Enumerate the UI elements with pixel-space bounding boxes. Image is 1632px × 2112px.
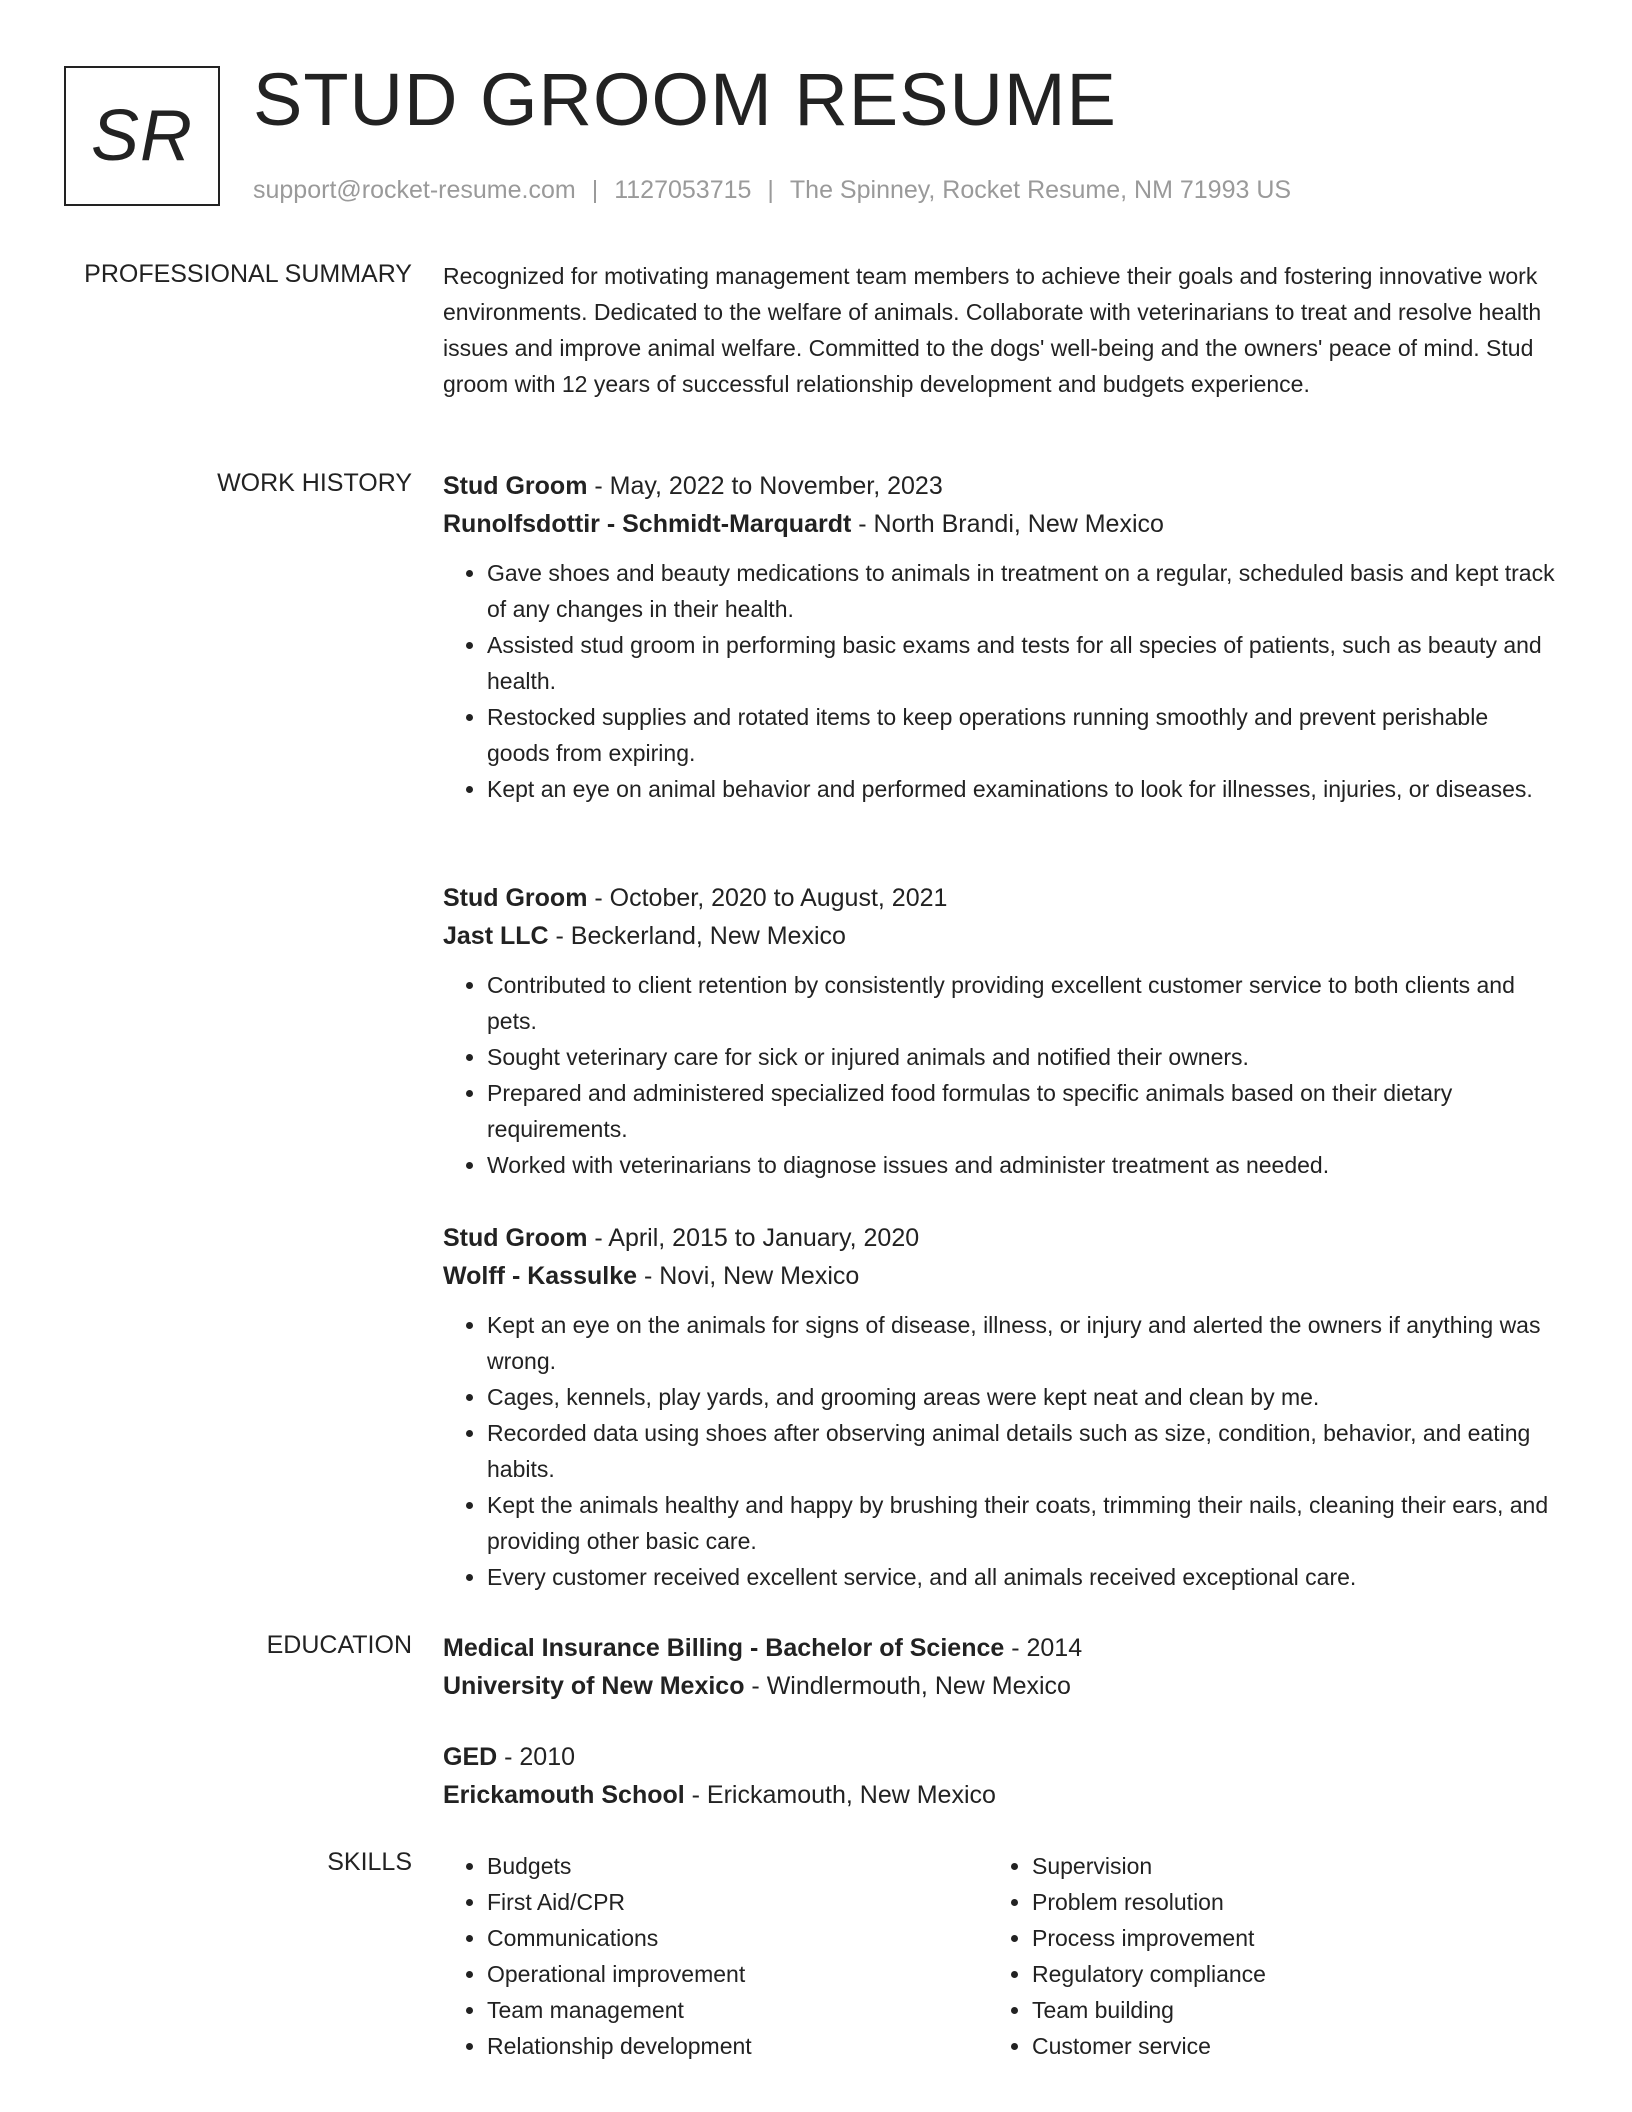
summary-text: Recognized for motivating management team members to achieve their goals and fostering innovative work environments. Dedicated to the welfare of animals. Collaborate with veterinarians to treat and resolve health issues and improve animal welfare. Committed to the dogs' well-being and the owners' peace of mind. Stud groom with 12 years of successful relationship development and budgets experience. — [443, 263, 1542, 397]
school-line — [443, 1667, 1555, 1705]
job-company-line — [443, 505, 1555, 543]
job-entry — [443, 467, 1555, 807]
resume-title: STUD GROOM RESUME — [253, 58, 1117, 141]
job-entry — [443, 1219, 1555, 1595]
job-duty: • Assisted stud groom in performing basic exams and tests for all species of patients, such as beauty and health. — [487, 627, 1555, 699]
job-dates: - April, 2015 to January, 2020 — [587, 1224, 920, 1252]
skill-item: • Team management — [487, 1992, 983, 2028]
skill-item: • Relationship development — [487, 2028, 983, 2064]
contact-address: The Spinney, Rocket Resume, NM 71993 US — [789, 176, 1292, 204]
job-company-line — [443, 1257, 1555, 1295]
degree-line — [443, 1629, 1555, 1667]
job-company: Jast LLC — [443, 922, 549, 950]
job-title-line — [443, 879, 1555, 917]
job-duty: • Restocked supplies and rotated items to keep operations running smoothly and prevent perishable goods from expiring. — [487, 699, 1555, 771]
job-duty: • Sought veterinary care for sick or injured animals and notified their owners. — [487, 1039, 1555, 1075]
education-entry — [443, 1629, 1555, 1705]
summary-heading: PROFESSIONAL SUMMARY — [84, 260, 412, 288]
degree-year: - 2014 — [1004, 1634, 1083, 1662]
contact-separator: | — [591, 176, 599, 204]
skill-item: • Budgets — [487, 1848, 983, 1884]
skill-item: • Process improvement — [1032, 1920, 1528, 1956]
skill-item: • Team building — [1032, 1992, 1528, 2028]
monogram-text: SR — [90, 96, 194, 176]
contact-line — [253, 176, 1291, 205]
job-dates: - May, 2022 to November, 2023 — [587, 472, 943, 500]
contact-email: support@rocket-resume.com — [253, 176, 576, 204]
degree: Medical Insurance Billing - Bachelor of Science — [443, 1634, 1005, 1662]
skill-item: • Supervision — [1032, 1848, 1528, 1884]
job-duty: • Worked with veterinarians to diagnose issues and administer treatment as needed. — [487, 1147, 1555, 1183]
job-duty: • Kept an eye on the animals for signs of disease, illness, or injury and alerted the owners if anything was wrong. — [487, 1307, 1555, 1379]
job-company: Runolfsdottir - Schmidt-Marquardt — [443, 510, 852, 538]
job-duty: • Contributed to client retention by consistently providing excellent customer service to both clients and pets. — [487, 967, 1555, 1039]
degree-line — [443, 1738, 1555, 1776]
school-location: - Erickamouth, New Mexico — [684, 1781, 996, 1809]
job-duty: • Kept an eye on animal behavior and performed examinations to look for illnesses, injuries, or diseases. — [487, 771, 1555, 807]
school: Erickamouth School — [443, 1781, 685, 1809]
job-location: - Beckerland, New Mexico — [548, 922, 846, 950]
skill-item: • Problem resolution — [1032, 1884, 1528, 1920]
job-title: Stud Groom — [443, 884, 588, 912]
school-line — [443, 1776, 1555, 1814]
job-duties — [443, 555, 1555, 807]
job-duty: • Prepared and administered specialized food formulas to specific animals based on their dietary requirements. — [487, 1075, 1555, 1147]
job-duty: • Cages, kennels, play yards, and grooming areas were kept neat and clean by me. — [487, 1379, 1555, 1415]
job-company-line — [443, 917, 1555, 955]
work-history-heading: WORK HISTORY — [217, 469, 412, 497]
contact-separator: | — [767, 176, 774, 204]
job-title-line — [443, 467, 1555, 505]
skill-item: • Operational improvement — [487, 1956, 983, 1992]
school-location: - Windlermouth, New Mexico — [744, 1672, 1071, 1700]
skill-item: • Customer service — [1032, 2028, 1528, 2064]
skill-item: • Communications — [487, 1920, 983, 1956]
degree: GED — [443, 1743, 498, 1771]
job-location: - North Brandi, New Mexico — [851, 510, 1164, 538]
skill-item: • First Aid/CPR — [487, 1884, 983, 1920]
school: University of New Mexico — [443, 1672, 745, 1700]
job-title-line — [443, 1219, 1555, 1257]
job-duty: • Kept the animals healthy and happy by brushing their coats, trimming their nails, cleaning their ears, and providing other basic care. — [487, 1487, 1555, 1559]
job-entry — [443, 879, 1555, 1183]
job-duty: • Recorded data using shoes after observing animal details such as size, condition, behavior, and eating habits. — [487, 1415, 1555, 1487]
degree-year: - 2010 — [497, 1743, 576, 1771]
monogram-logo — [64, 66, 220, 206]
job-dates: - October, 2020 to August, 2021 — [587, 884, 948, 912]
skill-item: • Regulatory compliance — [1032, 1956, 1528, 1992]
job-title: Stud Groom — [443, 1224, 588, 1252]
job-duties — [443, 1307, 1555, 1595]
skills-column-left — [443, 1848, 983, 2064]
job-title: Stud Groom — [443, 472, 588, 500]
job-duties — [443, 967, 1555, 1183]
skills-heading: SKILLS — [327, 1848, 412, 1876]
education-entry — [443, 1738, 1555, 1814]
job-duty: • Gave shoes and beauty medications to animals in treatment on a regular, scheduled basis and kept track of any changes in their health. — [487, 555, 1555, 627]
job-duty: • Every customer received excellent service, and all animals received exceptional care. — [487, 1559, 1555, 1595]
education-heading: EDUCATION — [266, 1631, 412, 1659]
contact-phone: 1127053715 — [614, 176, 752, 204]
job-location: - Novi, New Mexico — [637, 1262, 860, 1290]
skills-column-right — [988, 1848, 1528, 2064]
job-company: Wolff - Kassulke — [443, 1262, 638, 1290]
